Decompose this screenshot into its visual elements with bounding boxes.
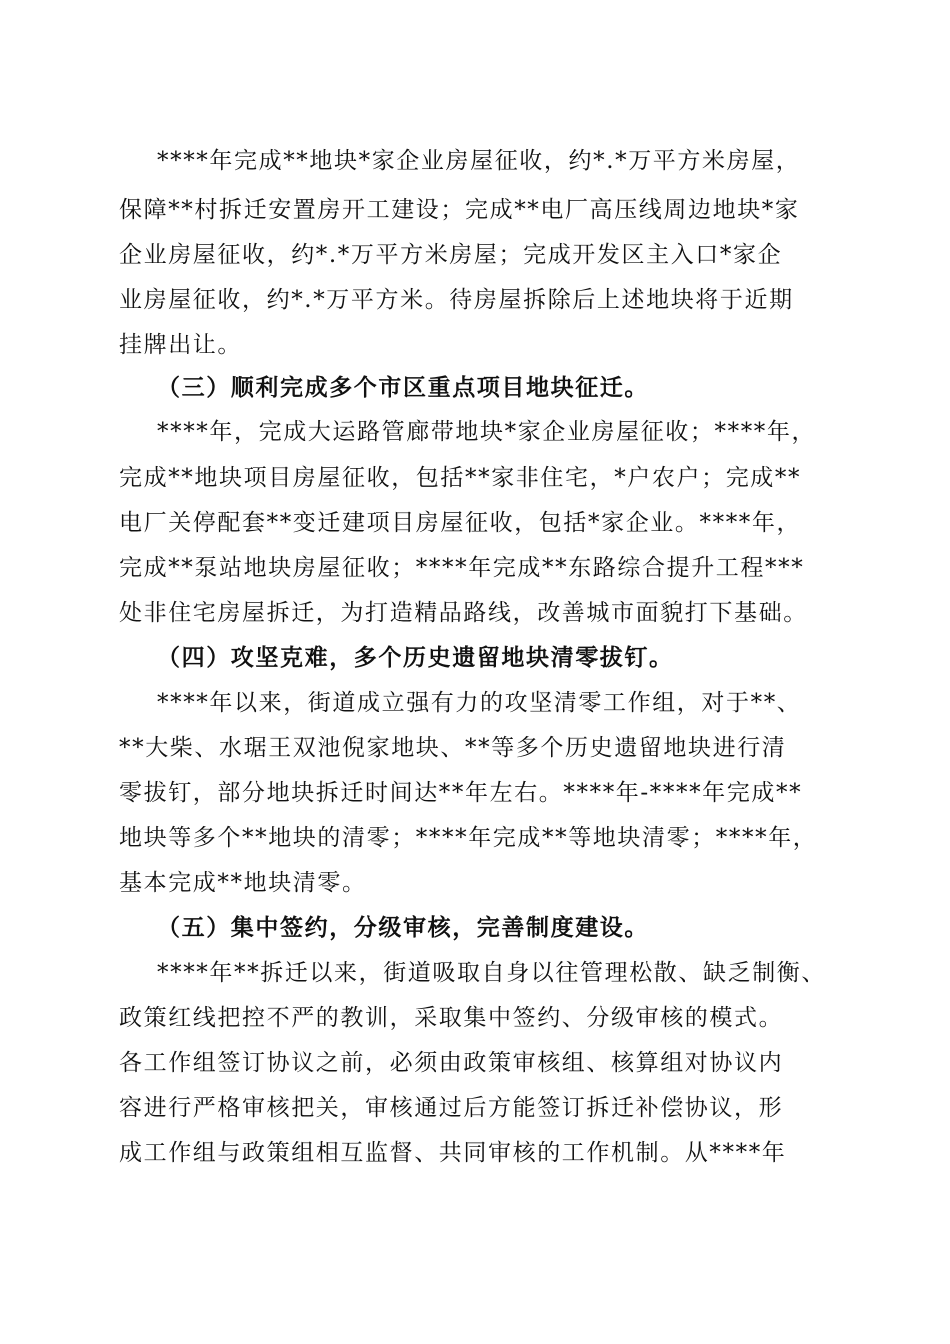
section-heading-3: （三）顺利完成多个市区重点项目地块征迁。 [157, 374, 649, 401]
paragraph-line: 业房屋征收，约*.*万平方米。待房屋拆除后上述地块将于近期 [119, 287, 794, 313]
paragraph-line: 完成**地块项目房屋征收，包括**家非住宅，*户农户；完成** [119, 465, 802, 491]
paragraph-line: 各工作组签订协议之前，必须由政策审核组、核算组对协议内 [119, 1050, 784, 1076]
paragraph-line: 保障**村拆迁安置房开工建设；完成**电厂高压线周边地块*家 [119, 197, 800, 223]
paragraph-line: 成工作组与政策组相互监督、共同审核的工作机制。从****年 [119, 1140, 787, 1166]
paragraph-line: ****年完成**地块*家企业房屋征收，约*.*万平方米房屋， [157, 148, 801, 174]
section-heading-4: （四）攻坚克难，多个历史遗留地块清零拔钉。 [157, 644, 674, 671]
paragraph-line: 企业房屋征收，约*.*万平方米房屋；完成开发区主入口*家企 [119, 242, 783, 268]
paragraph-line: 容进行严格审核把关，审核通过后方能签订拆迁补偿协议，形 [119, 1095, 784, 1121]
paragraph-line: 挂牌出让。 [119, 332, 242, 358]
paragraph-line: 电厂关停配套**变迁建项目房屋征收，包括*家企业。****年， [119, 510, 802, 536]
paragraph-line: 零拔钉，部分地块拆迁时间达**年左右。****年-****年完成** [119, 780, 803, 806]
paragraph-line: 完成**泵站地块房屋征收；****年完成**东路综合提升工程*** [119, 555, 805, 581]
paragraph-line: ****年**拆迁以来，街道吸取自身以往管理松散、缺乏制衡、 [157, 960, 826, 986]
paragraph-line: 政策红线把控不严的教训，采取集中签约、分级审核的模式。 [119, 1005, 784, 1031]
paragraph-line: **大柴、水琚王双池倪家地块、**等多个历史遗留地块进行清 [119, 735, 787, 761]
paragraph-line: ****年，完成大运路管廊带地块*家企业房屋征收；****年， [157, 419, 817, 445]
paragraph-line: 基本完成**地块清零。 [119, 870, 367, 896]
paragraph-line: 地块等多个**地块的清零；****年完成**等地块清零；****年， [119, 825, 818, 851]
section-heading-5: （五）集中签约，分级审核，完善制度建设。 [157, 914, 649, 941]
paragraph-line: 处非住宅房屋拆迁，为打造精品路线，改善城市面貌打下基础。 [119, 600, 808, 626]
paragraph-line: ****年以来，街道成立强有力的攻坚清零工作组，对于**、 [157, 690, 802, 716]
